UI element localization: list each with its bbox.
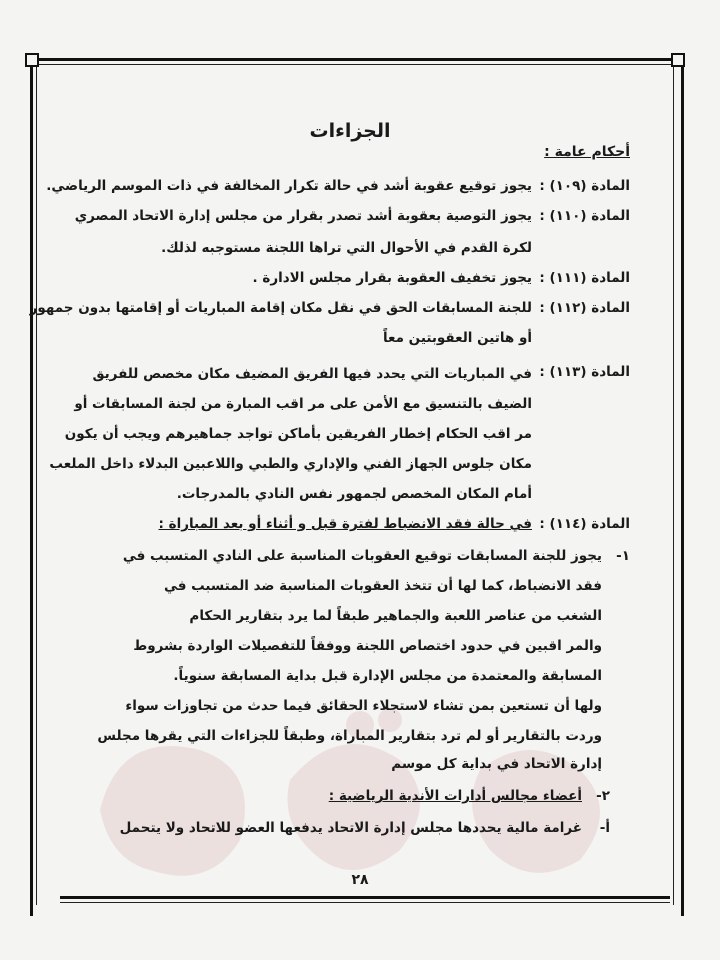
article-text-line: مكان جلوس الجهاز الفني والإداري والطبي واللاعبين البدلاء داخل الملعب xyxy=(49,456,532,472)
list-item-line: يجوز للجنة المسابقات توقيع العقوبات المناسبة على النادي المتسبب في xyxy=(122,548,602,564)
article-text-line: لكرة القدم في الأحوال التي تراها اللجنة مستوجبه لذلك. xyxy=(161,240,532,256)
list-item-number: ٢- xyxy=(596,788,610,804)
article-label: المادة (١١١) : xyxy=(539,270,630,286)
list-item-number: أ- xyxy=(599,820,610,836)
list-item-heading: أعضاء مجالس أدارات الأندية الرياضية : xyxy=(328,788,582,804)
article-label: المادة (١١٠) : xyxy=(539,208,630,224)
frame-corner-ornament xyxy=(25,53,39,67)
article-text-line: يجوز توقيع عقوبة أشد في حالة تكرار المخالفة في ذات الموسم الرياضي. xyxy=(46,178,532,194)
article-label: المادة (١١٣) : xyxy=(539,364,630,380)
list-item-line: وردت بالتقارير أو لم ترد بتقارير المباراة، وطبقاً للجزاءات التي يقرها مجلس xyxy=(97,728,602,744)
page-title: الجزاءات xyxy=(309,120,391,142)
list-item-line: غرامة مالية يحددها مجلس إدارة الاتحاد يدفعها العضو للاتحاد ولا يتحمل xyxy=(119,820,582,836)
frame-corner-ornament xyxy=(671,53,685,67)
list-item-number: ١- xyxy=(616,548,630,564)
article-text-line: الضيف بالتنسيق مع الأمن على مر اقب المبارة من لجنة المسابقات أو xyxy=(74,396,532,412)
article-text-line: في المباريات التي يحدد فيها الفريق المضيف مكان مخصص للفريق xyxy=(92,366,532,382)
article-text-line: يجوز التوصية بعقوبة أشد تصدر بقرار من مجلس إدارة الاتحاد المصري xyxy=(74,208,532,224)
list-item-line: الشغب من عناصر اللعبة والجماهير طبقاً لما يرد بتقارير الحكام xyxy=(189,608,602,624)
bottom-rule-thin xyxy=(60,902,670,903)
article-label: المادة (١٠٩) : xyxy=(539,178,630,194)
article-text-line: مر اقب الحكام إخطار الفريقين بأماكن تواجد جماهيرهم ويجب أن يكون xyxy=(64,426,532,442)
article-text-line: أو هاتين العقوبتين معاً xyxy=(382,330,532,346)
article-text-line: للجنة المسابقات الحق في نقل مكان إقامة المباريات أو إقامتها بدون جمهور xyxy=(29,300,532,316)
bottom-rule xyxy=(60,896,670,899)
list-item-line: فقد الانضباط، كما لها أن تتخذ العقوبات المناسبة ضد المتسبب في xyxy=(163,578,602,594)
page-number: ٢٨ xyxy=(351,872,369,888)
article-label: المادة (١١٤) : xyxy=(539,516,630,532)
section-heading: أحكام عامة : xyxy=(544,144,630,160)
list-item-line: المسابقة والمعتمدة من مجلس الإدارة قبل بداية المسابقة سنوياً. xyxy=(173,668,602,684)
list-item-line: ولها أن تستعين بمن تشاء لاستجلاء الحقائق فيما حدث من تجاوزات سواء xyxy=(125,698,602,714)
document-body xyxy=(29,110,630,880)
article-text-line: أمام المكان المخصص لجمهور نفس النادي بالمدرجات. xyxy=(176,486,532,502)
list-item-line: والمر اقبين في حدود اختصاص اللجنة ووفقاً للتفصيلات الواردة بشروط xyxy=(133,638,602,654)
article-text-line: يجوز تخفيف العقوبة بقرار مجلس الادارة . xyxy=(252,270,532,286)
article-text-line: في حالة فقد الانضباط لفترة قبل و أثناء أو بعد المباراة : xyxy=(158,516,532,532)
article-label: المادة (١١٢) : xyxy=(539,300,630,316)
list-item-line: إدارة الاتحاد في بداية كل موسم xyxy=(391,756,602,772)
